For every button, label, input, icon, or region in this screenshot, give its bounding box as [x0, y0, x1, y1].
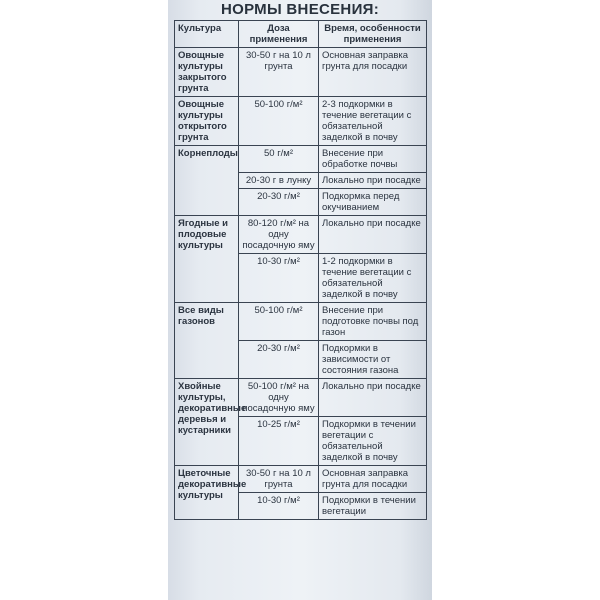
- table-row: [175, 216, 427, 254]
- dose-cell: 20-30 г/м²: [239, 341, 319, 379]
- header-culture: Культура: [175, 21, 239, 48]
- table-row: [175, 303, 427, 341]
- timing-cell: Подкормки в течении вегетации: [319, 493, 427, 520]
- dose-cell: 30-50 г на 10 л грунта: [239, 466, 319, 493]
- table-row: [175, 97, 427, 146]
- table-row: [175, 48, 427, 97]
- fertilizer-packet: [168, 0, 432, 600]
- timing-cell: Основная заправка грунта для посадки: [319, 48, 427, 97]
- culture-cell: Овощные культуры закрытого грунта: [175, 48, 239, 97]
- timing-cell: Основная заправка грунта для посадки: [319, 466, 427, 493]
- culture-cell: Хвойные культуры, декоративные деревья и кустарники: [175, 379, 239, 466]
- table-row: [175, 146, 427, 173]
- timing-cell: Локально при посадке: [319, 379, 427, 417]
- culture-cell: Корнеплоды: [175, 146, 239, 216]
- dose-cell: 50-100 г/м²: [239, 303, 319, 341]
- dose-cell: 10-25 г/м²: [239, 417, 319, 466]
- table-body: [175, 48, 427, 520]
- dose-cell: 50-100 г/м² на одну посадочную яму: [239, 379, 319, 417]
- timing-cell: Подкормка перед окучиванием: [319, 189, 427, 216]
- culture-cell: Ягодные и плодовые культуры: [175, 216, 239, 303]
- dose-cell: 10-30 г/м²: [239, 493, 319, 520]
- timing-cell: Внесение при обработке почвы: [319, 146, 427, 173]
- timing-cell: Подкормки в зависимости от состояния газона: [319, 341, 427, 379]
- header-dose: Доза применения: [239, 21, 319, 48]
- dose-cell: 50-100 г/м²: [239, 97, 319, 146]
- timing-cell: Подкормки в течении вегетации с обязательной заделкой в почву: [319, 417, 427, 466]
- table-row: [175, 379, 427, 417]
- table-title: НОРМЫ ВНЕСЕНИЯ:: [220, 1, 380, 18]
- timing-cell: 1-2 подкормки в течение вегетации с обязательной заделкой в почву: [319, 254, 427, 303]
- timing-cell: Локально при посадке: [319, 216, 427, 254]
- culture-cell: Цветочные декоративные культуры: [175, 466, 239, 520]
- dose-cell: 20-30 г в лунку: [239, 173, 319, 189]
- dose-cell: 20-30 г/м²: [239, 189, 319, 216]
- table-row: [175, 466, 427, 493]
- application-rates-table: [174, 20, 427, 520]
- dose-cell: 80-120 г/м² на одну посадочную яму: [239, 216, 319, 254]
- header-row: [175, 21, 427, 48]
- dose-cell: 50 г/м²: [239, 146, 319, 173]
- timing-cell: Локально при посадке: [319, 173, 427, 189]
- culture-cell: Все виды газонов: [175, 303, 239, 379]
- timing-cell: Внесение при подготовке почвы под газон: [319, 303, 427, 341]
- dose-cell: 30-50 г на 10 л грунта: [239, 48, 319, 97]
- timing-cell: 2-3 подкормки в течение вегетации с обязательной заделкой в почву: [319, 97, 427, 146]
- dose-cell: 10-30 г/м²: [239, 254, 319, 303]
- header-timing: Время, особенности применения: [319, 21, 427, 48]
- culture-cell: Овощные культуры открытого грунта: [175, 97, 239, 146]
